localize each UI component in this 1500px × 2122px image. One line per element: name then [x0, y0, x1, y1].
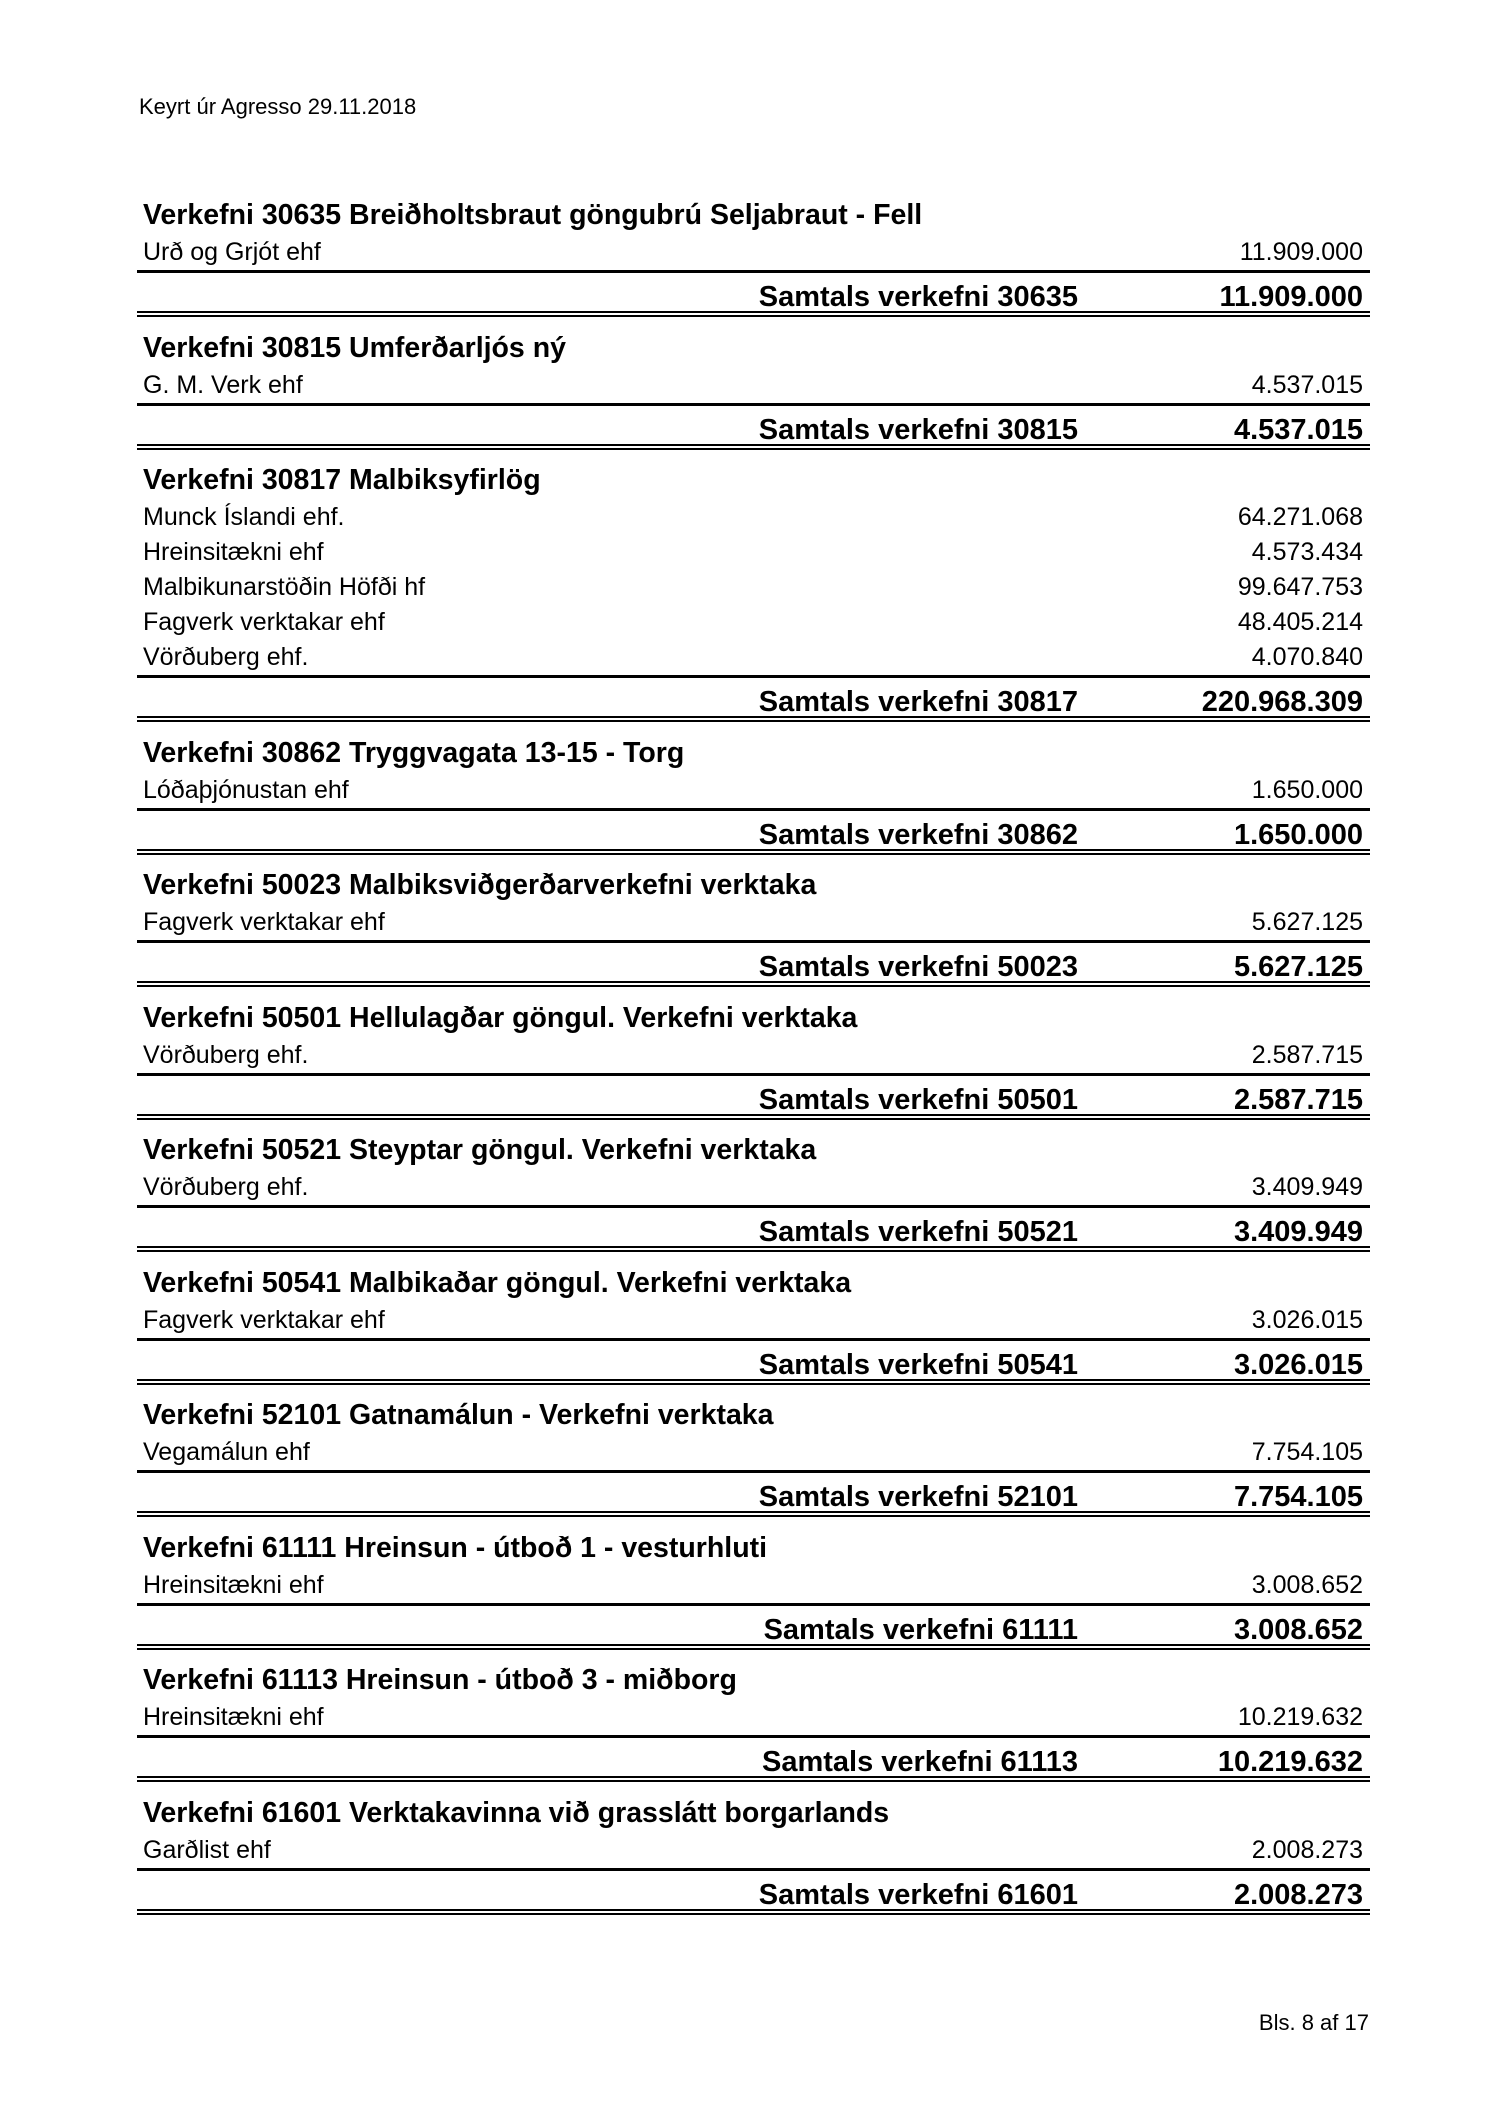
total-value: 220.968.309	[1201, 686, 1363, 718]
project-section	[137, 733, 1370, 866]
vendor-name: Hreinsitækni ehf	[143, 1570, 324, 1599]
project-title: Verkefni 50501 Hellulagðar göngul. Verkefni verktaka	[143, 1001, 858, 1034]
total-label: Samtals verkefni 61601	[758, 1878, 1078, 1911]
vendor-name: Vörðuberg ehf.	[143, 643, 309, 671]
total-label: Samtals verkefni 30862	[758, 818, 1078, 851]
total-label: Samtals verkefni 50501	[758, 1083, 1078, 1116]
page-header: Keyrt úr Agresso 29.11.2018	[139, 94, 417, 119]
project-title: Verkefni 30635 Breiðholtsbraut göngubrú Seljabraut - Fell	[143, 199, 923, 231]
project-title: Verkefni 61601 Verktakavinna við grasslátt borgarlands	[143, 1796, 890, 1829]
vendor-name: Fagverk verktakar ehf	[143, 908, 385, 936]
vendor-rows	[137, 368, 1370, 406]
project-section	[137, 1528, 1370, 1661]
total-label: Samtals verkefni 30817	[758, 686, 1078, 718]
vendor-amount: 10.219.632	[1237, 1703, 1363, 1731]
vendor-row	[137, 1038, 1370, 1076]
project-total	[137, 1871, 1370, 1919]
page-number: Bls. 8 af 17	[1258, 2010, 1369, 2035]
vendor-name: Urð og Grjót ehf	[143, 238, 321, 266]
vendor-name: Hreinsitækni ehf	[143, 538, 324, 566]
vendor-rows	[137, 1170, 1370, 1208]
project-total	[137, 406, 1370, 454]
vendor-row	[137, 1700, 1370, 1738]
vendor-amount: 4.070.840	[1251, 643, 1363, 671]
project-section	[137, 1793, 1370, 1926]
vendor-rows	[137, 1435, 1370, 1473]
vendor-amount: 5.627.125	[1251, 908, 1363, 936]
vendor-amount: 3.409.949	[1251, 1173, 1363, 1201]
vendor-name: Munck Íslandi ehf.	[143, 503, 345, 531]
total-value: 5.627.125	[1233, 951, 1363, 983]
project-section	[137, 328, 1370, 461]
project-total	[137, 1606, 1370, 1654]
vendor-name: G. M. Verk ehf	[143, 370, 303, 399]
project-title: Verkefni 52101 Gatnamálun - Verkefni verktaka	[143, 1399, 774, 1431]
project-total	[137, 1341, 1370, 1389]
vendor-row	[137, 1303, 1370, 1341]
project-total	[137, 273, 1370, 321]
vendor-name: Hreinsitækni ehf	[143, 1703, 324, 1731]
total-value: 3.409.949	[1233, 1216, 1363, 1248]
total-value: 2.587.715	[1233, 1083, 1363, 1116]
vendor-row	[137, 570, 1370, 605]
total-label: Samtals verkefni 52101	[758, 1481, 1078, 1513]
project-section	[137, 1130, 1370, 1263]
project-section	[137, 1660, 1370, 1793]
project-title: Verkefni 30817 Malbiksyfirlög	[143, 464, 541, 496]
project-section	[137, 1395, 1370, 1528]
total-value: 7.754.105	[1233, 1481, 1363, 1513]
vendor-rows	[137, 905, 1370, 943]
project-title: Verkefni 50521 Steyptar göngul. Verkefni verktaka	[143, 1134, 817, 1166]
project-title: Verkefni 30815 Umferðarljós ný	[143, 331, 566, 364]
vendor-rows	[137, 773, 1370, 811]
vendor-row	[137, 235, 1370, 273]
total-label: Samtals verkefni 30635	[758, 281, 1078, 313]
vendor-name: Fagverk verktakar ehf	[143, 608, 385, 636]
vendor-amount: 2.008.273	[1251, 1835, 1363, 1864]
vendor-rows	[137, 1568, 1370, 1606]
total-label: Samtals verkefni 50023	[758, 951, 1078, 983]
total-value: 4.537.015	[1233, 413, 1363, 446]
vendor-row	[137, 1568, 1370, 1606]
vendor-amount: 4.537.015	[1251, 370, 1363, 399]
project-section	[137, 998, 1370, 1131]
vendor-amount: 11.909.000	[1239, 238, 1363, 266]
total-label: Samtals verkefni 61111	[763, 1613, 1078, 1646]
vendor-row	[137, 640, 1370, 678]
vendor-amount: 48.405.214	[1237, 608, 1363, 636]
vendor-amount: 1.650.000	[1251, 775, 1363, 804]
vendor-name: Vegamálun ehf	[143, 1438, 310, 1466]
vendor-rows	[137, 1303, 1370, 1341]
vendor-amount: 99.647.753	[1237, 573, 1363, 601]
project-total	[137, 943, 1370, 991]
vendor-row	[137, 605, 1370, 640]
project-total	[137, 1473, 1370, 1521]
total-label: Samtals verkefni 50541	[758, 1348, 1078, 1381]
report-body	[137, 195, 1370, 1925]
total-value: 10.219.632	[1217, 1746, 1363, 1778]
vendor-row	[137, 1833, 1370, 1871]
project-title: Verkefni 50023 Malbiksviðgerðarverkefni verktaka	[143, 869, 817, 901]
project-total	[137, 1738, 1370, 1786]
total-value: 3.026.015	[1233, 1348, 1363, 1381]
vendor-rows	[137, 1038, 1370, 1076]
vendor-amount: 3.026.015	[1251, 1305, 1363, 1334]
vendor-name: Vörðuberg ehf.	[143, 1173, 309, 1201]
project-total	[137, 811, 1370, 859]
project-title: Verkefni 61113 Hreinsun - útboð 3 - miðborg	[143, 1664, 737, 1696]
project-total	[137, 1076, 1370, 1124]
vendor-row	[137, 773, 1370, 811]
project-title: Verkefni 61111 Hreinsun - útboð 1 - vesturhluti	[143, 1531, 768, 1564]
project-total	[137, 1208, 1370, 1256]
vendor-name: Malbikunarstöðin Höfði hf	[143, 573, 426, 601]
vendor-amount: 2.587.715	[1251, 1040, 1363, 1069]
project-section	[137, 1263, 1370, 1396]
total-value: 2.008.273	[1233, 1878, 1363, 1911]
vendor-rows	[137, 1833, 1370, 1871]
vendor-row	[137, 500, 1370, 535]
total-label: Samtals verkefni 30815	[758, 413, 1078, 446]
total-value: 3.008.652	[1233, 1613, 1363, 1646]
project-section	[137, 460, 1370, 733]
vendor-rows	[137, 500, 1370, 678]
total-label: Samtals verkefni 50521	[758, 1216, 1078, 1248]
vendor-name: Vörðuberg ehf.	[143, 1040, 309, 1069]
vendor-row	[137, 368, 1370, 406]
vendor-name: Lóðaþjónustan ehf	[143, 775, 349, 804]
vendor-row	[137, 1435, 1370, 1473]
vendor-name: Garðlist ehf	[143, 1835, 271, 1864]
vendor-amount: 7.754.105	[1251, 1438, 1363, 1466]
total-label: Samtals verkefni 61113	[761, 1746, 1078, 1778]
project-title: Verkefni 30862 Tryggvagata 13-15 - Torg	[143, 736, 685, 769]
project-total	[137, 678, 1370, 726]
vendor-row	[137, 535, 1370, 570]
vendor-row	[137, 1170, 1370, 1208]
vendor-amount: 64.271.068	[1237, 503, 1363, 531]
total-value: 1.650.000	[1233, 818, 1363, 851]
project-title: Verkefni 50541 Malbikaðar göngul. Verkefni verktaka	[143, 1266, 852, 1299]
vendor-rows	[137, 1700, 1370, 1738]
project-section	[137, 195, 1370, 328]
vendor-amount: 3.008.652	[1251, 1570, 1363, 1599]
project-section	[137, 865, 1370, 998]
vendor-row	[137, 905, 1370, 943]
vendor-name: Fagverk verktakar ehf	[143, 1305, 385, 1334]
vendor-rows	[137, 235, 1370, 273]
total-value: 11.909.000	[1219, 281, 1363, 313]
vendor-amount: 4.573.434	[1251, 538, 1363, 566]
